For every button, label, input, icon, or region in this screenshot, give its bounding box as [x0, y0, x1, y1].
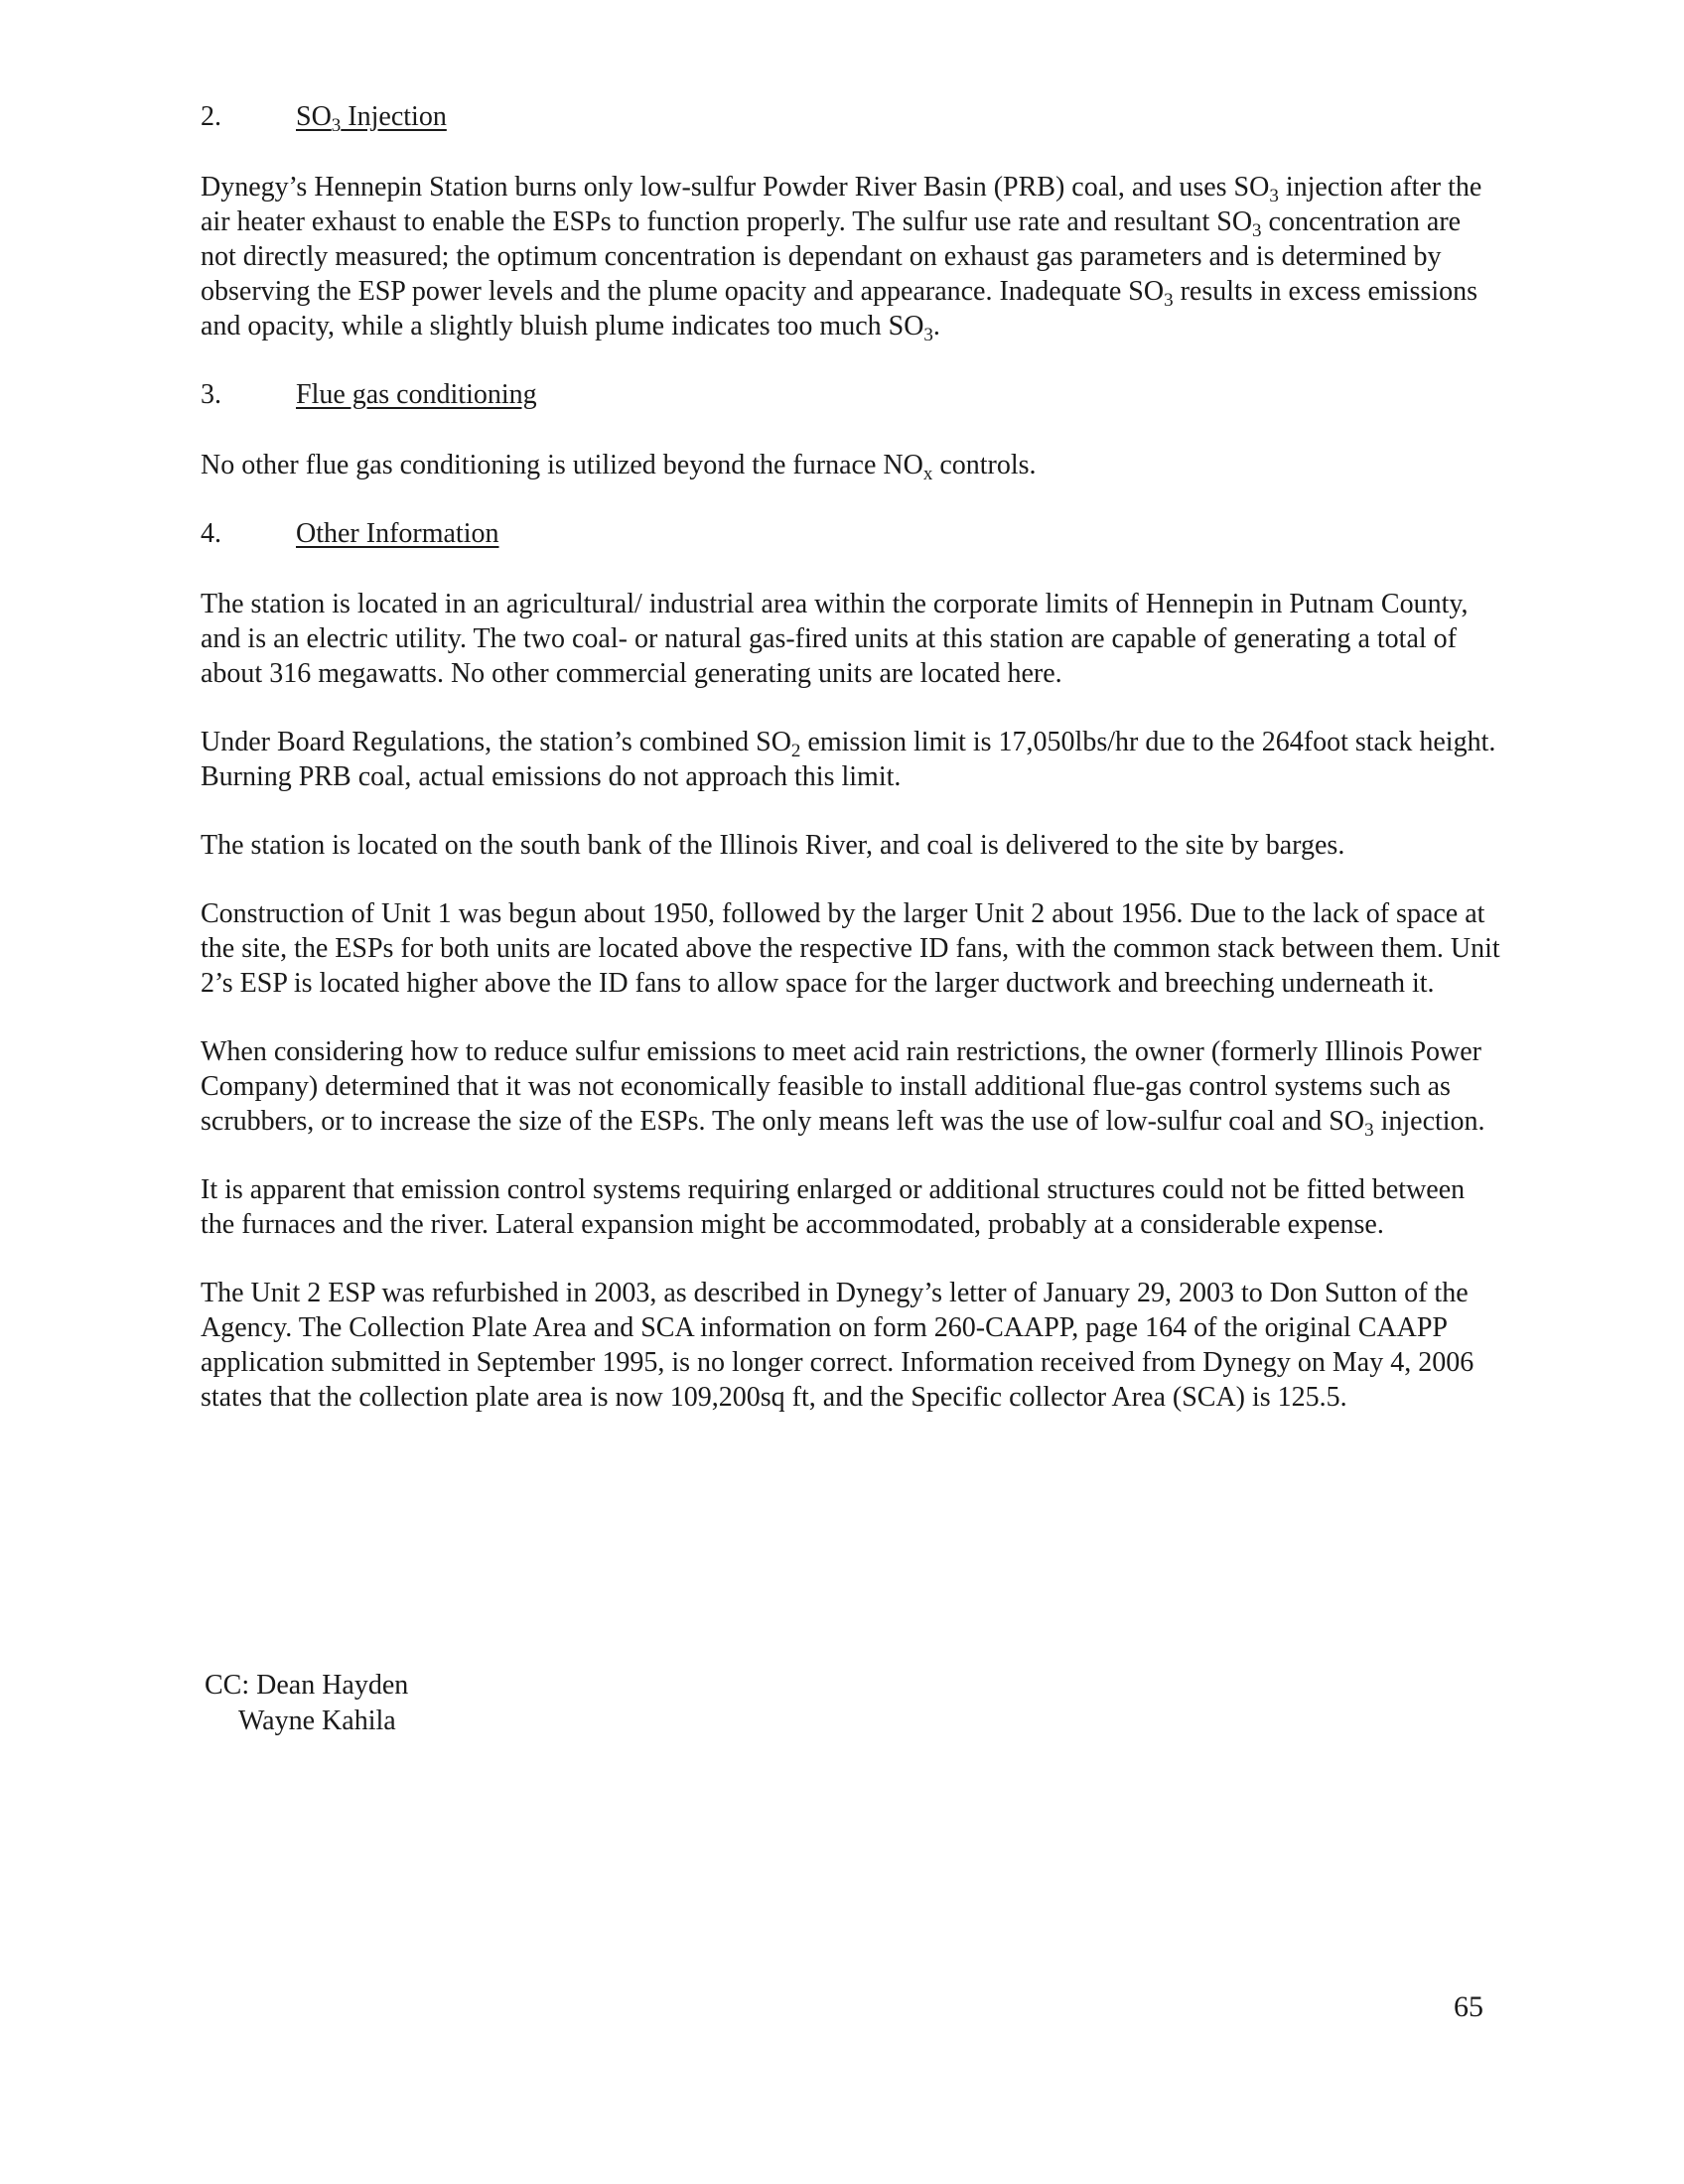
subscript: 3 — [331, 115, 342, 136]
text-run: Under Board Regulations, the station’s combined SO — [201, 727, 791, 757]
body-paragraph — [201, 587, 1501, 691]
subscript: 3 — [923, 325, 933, 345]
text-run: injection after the air heater exhaust to enable the ESPs to function properly. The sulfur use rate and resultant SO — [201, 172, 1482, 237]
text-run: results in excess emissions and opacity, while a slightly bluish plume indicates too much SO — [201, 276, 1478, 341]
text-run: concentration are not directly measured; the optimum concentration is dependant on exhaust gas parameters and is determined by observing the ESP power levels and the plume opacity and appearance. Inadequate SO — [201, 206, 1462, 307]
subscript: 3 — [1252, 220, 1262, 241]
section-heading — [201, 377, 1501, 412]
section-heading — [201, 99, 1501, 134]
text-run: Dynegy’s Hennepin Station burns only low-sulfur Powder River Basin (PRB) coal, and uses SO — [201, 172, 1270, 203]
section-number: 2. — [201, 101, 221, 132]
section-title — [296, 101, 447, 136]
text-run: controls. — [932, 450, 1037, 480]
section-title: Other Information — [296, 518, 499, 549]
body-paragraph — [201, 1034, 1501, 1139]
text-run: It is apparent that emission control systems requiring enlarged or additional structures could not be fitted between the furnaces and the river. Lateral expansion might be accommodated, probably at a considerable expense. — [201, 1174, 1466, 1240]
section-number: 3. — [201, 379, 221, 410]
body-paragraph — [201, 448, 1501, 482]
document-body — [201, 99, 1501, 1448]
subscript: 3 — [1164, 290, 1174, 311]
section-number: 4. — [201, 518, 221, 549]
text-run: The station is located in an agricultural/ industrial area within the corporate limits of Hennepin in Putnam County, and is an electric utility. The two coal- or natural gas-fired units at this station are capable of generating a total of about 316 megawatts. No other commercial generating units are located here. — [201, 589, 1469, 689]
subscript: 2 — [790, 741, 801, 761]
cc-line: Wayne Kahila — [238, 1706, 396, 1736]
text-run: injection. — [1373, 1106, 1485, 1137]
section-title: Flue gas conditioning — [296, 379, 537, 410]
subscript: x — [922, 464, 933, 484]
body-paragraph — [201, 896, 1501, 1001]
cc-block — [205, 1668, 408, 1739]
title-text: SO — [296, 101, 332, 132]
body-paragraph — [201, 725, 1501, 794]
text-run: The Unit 2 ESP was refurbished in 2003, as described in Dynegy’s letter of January 29, 2003 to Don Sutton of the Agency. The Collection Plate Area and SCA information on form 260-CAAPP, page 164 of the original CAAPP application submitted in September 1995, is no longer correct. Information received from Dynegy on May 4, 2006 states that the collection plate area is now 109,200sq ft, and the Specific collector Area (SCA) is 125.5. — [201, 1278, 1474, 1413]
body-paragraph — [201, 1172, 1501, 1242]
subscript: 3 — [1364, 1120, 1374, 1141]
section-heading — [201, 516, 1501, 551]
text-run: No other flue gas conditioning is utilized beyond the furnace NO — [201, 450, 923, 480]
body-paragraph — [201, 170, 1501, 343]
cc-line: CC: Dean Hayden — [205, 1670, 409, 1701]
text-run: emission limit is 17,050lbs/hr due to the 264foot stack height. Burning PRB coal, actual emissions do not approach this limit. — [201, 727, 1496, 792]
text-run: Construction of Unit 1 was begun about 1950, followed by the larger Unit 2 about 1956. Due to the lack of space at the site, the ESPs for both units are located above the respective ID fans, with the common stack between them. Unit 2’s ESP is located higher above the ID fans to allow space for the larger ductwork and breeching underneath it. — [201, 898, 1500, 999]
text-run: The station is located on the south bank of the Illinois River, and coal is delivered to the site by barges. — [201, 830, 1345, 861]
title-text: Injection — [341, 101, 447, 132]
subscript: 3 — [1269, 186, 1279, 206]
text-run: . — [932, 311, 940, 341]
text-run: When considering how to reduce sulfur emissions to meet acid rain restrictions, the owner (formerly Illinois Power Company) determined that it was not economically feasible to install additional flue-gas control systems such as scrubbers, or to increase the size of the ESPs. The only means left was the use of low-sulfur coal and SO — [201, 1036, 1481, 1137]
page-number: 65 — [1454, 1990, 1483, 2023]
body-paragraph — [201, 828, 1501, 863]
body-paragraph — [201, 1276, 1501, 1415]
